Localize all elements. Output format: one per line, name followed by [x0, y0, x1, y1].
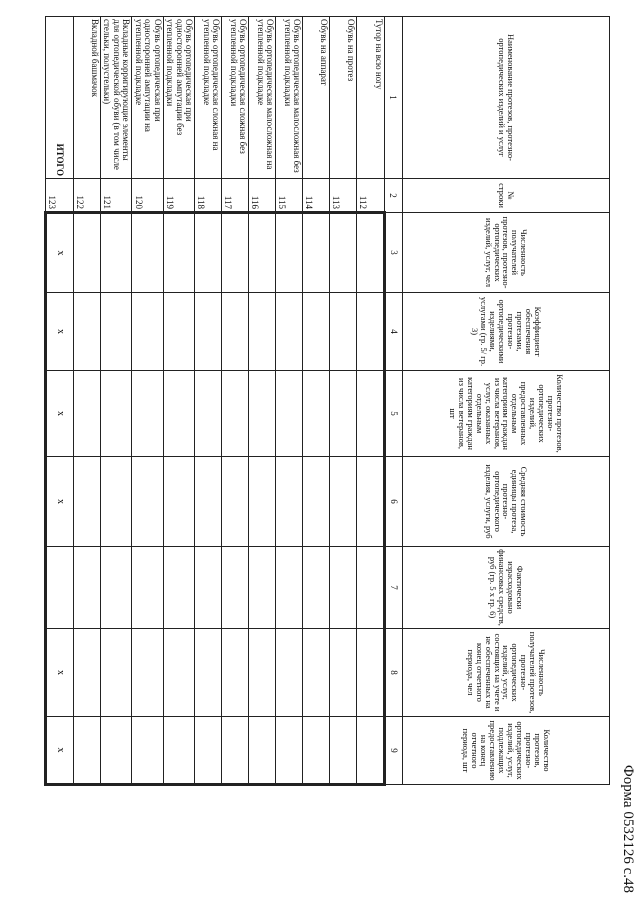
- row-name: Обувь ортопедическая сложная на утепленной подкладке: [195, 17, 222, 179]
- table-row: [330, 17, 357, 785]
- value-cell[interactable]: [330, 371, 357, 457]
- value-cell[interactable]: [276, 629, 303, 717]
- value-cell[interactable]: [132, 371, 163, 457]
- value-cell[interactable]: [195, 547, 222, 629]
- value-cell[interactable]: [163, 371, 194, 457]
- value-cell[interactable]: [195, 457, 222, 547]
- row-name: Обувь ортопедическая при односторонней ампутации на утепленной подкладке: [132, 17, 163, 179]
- value-cell[interactable]: [303, 629, 330, 717]
- row-code: 122: [74, 179, 101, 213]
- column-header: Численность получателей протезов, протезно-ортопедических изделий, услуг, чел: [403, 213, 610, 293]
- column-number: 3: [385, 213, 403, 293]
- row-code: 119: [163, 179, 194, 213]
- value-cell[interactable]: [222, 717, 249, 785]
- value-cell[interactable]: [249, 629, 276, 717]
- value-cell[interactable]: x: [46, 213, 74, 293]
- row-name: Вкладной башмачок: [74, 17, 101, 179]
- value-cell[interactable]: [101, 213, 132, 293]
- column-header: Коэффициент обеспечения протезами, протезно-ортопедическими изделиями, услугами (гр. 5/ гр. 3): [403, 293, 610, 371]
- value-cell[interactable]: [222, 371, 249, 457]
- total-row: [46, 17, 74, 785]
- row-code: 115: [276, 179, 303, 213]
- value-cell[interactable]: [249, 213, 276, 293]
- value-cell[interactable]: [303, 213, 330, 293]
- row-code: 112: [357, 179, 385, 213]
- value-cell[interactable]: [163, 293, 194, 371]
- report-table: [44, 16, 610, 786]
- form-code: Форма 0532126 с.48: [620, 764, 636, 893]
- table-row: [303, 17, 330, 785]
- value-cell[interactable]: [101, 293, 132, 371]
- table-row: [74, 17, 101, 785]
- value-cell[interactable]: [74, 547, 101, 629]
- column-number: 9: [385, 717, 403, 785]
- column-number: 2: [385, 179, 403, 213]
- column-number: 6: [385, 457, 403, 547]
- column-number: 7: [385, 547, 403, 629]
- value-cell[interactable]: [276, 547, 303, 629]
- value-cell[interactable]: [163, 547, 194, 629]
- value-cell[interactable]: [276, 293, 303, 371]
- value-cell[interactable]: [357, 457, 385, 547]
- row-name: ИТОГО: [46, 17, 74, 179]
- value-cell[interactable]: [163, 629, 194, 717]
- value-cell[interactable]: [357, 213, 385, 293]
- value-cell[interactable]: [222, 213, 249, 293]
- value-cell[interactable]: [195, 293, 222, 371]
- value-cell[interactable]: [132, 293, 163, 371]
- value-cell[interactable]: [357, 293, 385, 371]
- value-cell[interactable]: [132, 457, 163, 547]
- value-cell[interactable]: [357, 547, 385, 629]
- value-cell[interactable]: [132, 717, 163, 785]
- value-cell[interactable]: [303, 717, 330, 785]
- table-row: [195, 17, 222, 785]
- value-cell[interactable]: [276, 457, 303, 547]
- value-cell[interactable]: [222, 629, 249, 717]
- value-cell[interactable]: [132, 213, 163, 293]
- row-code: 117: [222, 179, 249, 213]
- value-cell[interactable]: [249, 293, 276, 371]
- value-cell[interactable]: [101, 371, 132, 457]
- row-name: Обувь ортопедическая малосложная на утепленной подкладке: [249, 17, 276, 179]
- value-cell[interactable]: x: [46, 629, 74, 717]
- value-cell[interactable]: [357, 717, 385, 785]
- value-cell[interactable]: [195, 213, 222, 293]
- row-code: 116: [249, 179, 276, 213]
- value-cell[interactable]: [132, 547, 163, 629]
- column-header: Фактически израсходовано финансовых средств, руб (гр. 5 х гр. 6): [403, 547, 610, 629]
- value-cell[interactable]: [330, 717, 357, 785]
- row-code: 120: [132, 179, 163, 213]
- value-cell[interactable]: [303, 457, 330, 547]
- column-header: Численность получателей протезов, протезно-ортопедических изделий, услуг, состоящих на учете и не обеспеченных на конец отчетного периода, чел: [403, 629, 610, 717]
- value-cell[interactable]: [249, 371, 276, 457]
- value-cell[interactable]: [101, 629, 132, 717]
- value-cell[interactable]: [330, 629, 357, 717]
- value-cell[interactable]: [357, 371, 385, 457]
- column-header: Количество протезов, протезно-ортопедических изделий, предоставленных отдельным категориям граждан из числа ветеранов, услуг, оказанных отдельным категориям граждан из числа ветеранов, шт: [403, 371, 610, 457]
- value-cell[interactable]: [276, 371, 303, 457]
- row-name: Тутор на всю ногу: [357, 17, 385, 179]
- value-cell[interactable]: [101, 717, 132, 785]
- value-cell[interactable]: [222, 457, 249, 547]
- table-row: [163, 17, 194, 785]
- table-row: [357, 17, 385, 785]
- value-cell[interactable]: [222, 293, 249, 371]
- row-code: 113: [330, 179, 357, 213]
- value-cell[interactable]: [303, 371, 330, 457]
- row-code: 123: [46, 179, 74, 213]
- value-cell[interactable]: [195, 629, 222, 717]
- column-number: 4: [385, 293, 403, 371]
- row-name: Обувь ортопедическая малосложная без утепленной подкладки: [276, 17, 303, 179]
- table-body: [46, 17, 385, 785]
- value-cell[interactable]: [249, 547, 276, 629]
- column-number: 1: [385, 17, 403, 179]
- row-name: Обувь на аппарат: [303, 17, 330, 179]
- column-number: 5: [385, 371, 403, 457]
- value-cell[interactable]: [330, 547, 357, 629]
- table-row: [101, 17, 132, 785]
- row-name: Обувь ортопедическая при односторонней ампутации без утепленной подкладки: [163, 17, 194, 179]
- value-cell[interactable]: [195, 717, 222, 785]
- value-cell[interactable]: [357, 629, 385, 717]
- value-cell[interactable]: [163, 457, 194, 547]
- row-code: 118: [195, 179, 222, 213]
- value-cell[interactable]: [276, 717, 303, 785]
- value-cell[interactable]: [74, 629, 101, 717]
- column-header: Количество протезов, протезно-ортопедических изделий, услуг, подлежащих предоставлению на конец отчетного периода, шт: [403, 717, 610, 785]
- value-cell[interactable]: [249, 457, 276, 547]
- value-cell[interactable]: x: [46, 717, 74, 785]
- value-cell[interactable]: [46, 547, 74, 629]
- value-cell[interactable]: [163, 717, 194, 785]
- value-cell[interactable]: [74, 213, 101, 293]
- value-cell[interactable]: x: [46, 371, 74, 457]
- value-cell[interactable]: x: [46, 457, 74, 547]
- value-cell[interactable]: [74, 717, 101, 785]
- value-cell[interactable]: [330, 213, 357, 293]
- value-cell[interactable]: [303, 293, 330, 371]
- value-cell[interactable]: [249, 717, 276, 785]
- value-cell[interactable]: [195, 371, 222, 457]
- column-header: № строки: [403, 179, 610, 213]
- column-number: 8: [385, 629, 403, 717]
- value-cell[interactable]: [74, 293, 101, 371]
- table-row: [249, 17, 276, 785]
- value-cell[interactable]: [101, 457, 132, 547]
- table-row: [222, 17, 249, 785]
- table-row: [276, 17, 303, 785]
- value-cell[interactable]: [132, 629, 163, 717]
- value-cell[interactable]: [74, 371, 101, 457]
- row-code: 121: [101, 179, 132, 213]
- value-cell[interactable]: [222, 547, 249, 629]
- row-code: 114: [303, 179, 330, 213]
- value-cell[interactable]: x: [46, 293, 74, 371]
- header-row: [403, 17, 610, 785]
- row-name: Вкладные корригирующие элементы для ортопедической обуви (в том числе стельки, полустельки): [101, 17, 132, 179]
- value-cell[interactable]: [276, 213, 303, 293]
- value-cell[interactable]: [163, 213, 194, 293]
- value-cell[interactable]: [74, 457, 101, 547]
- value-cell[interactable]: [330, 457, 357, 547]
- row-name: Обувь ортопедическая сложная без утепленной подкладки: [222, 17, 249, 179]
- value-cell[interactable]: [303, 547, 330, 629]
- column-number-row: [385, 17, 403, 785]
- column-header: Средняя стоимость единицы протеза, протезно-ортопедического изделия, услуги, руб: [403, 457, 610, 547]
- column-header: Наименование протезов, протезно-ортопедических изделий и услуг: [403, 17, 610, 179]
- value-cell[interactable]: [330, 293, 357, 371]
- row-name: Обувь на протез: [330, 17, 357, 179]
- table-row: [132, 17, 163, 785]
- value-cell[interactable]: [101, 547, 132, 629]
